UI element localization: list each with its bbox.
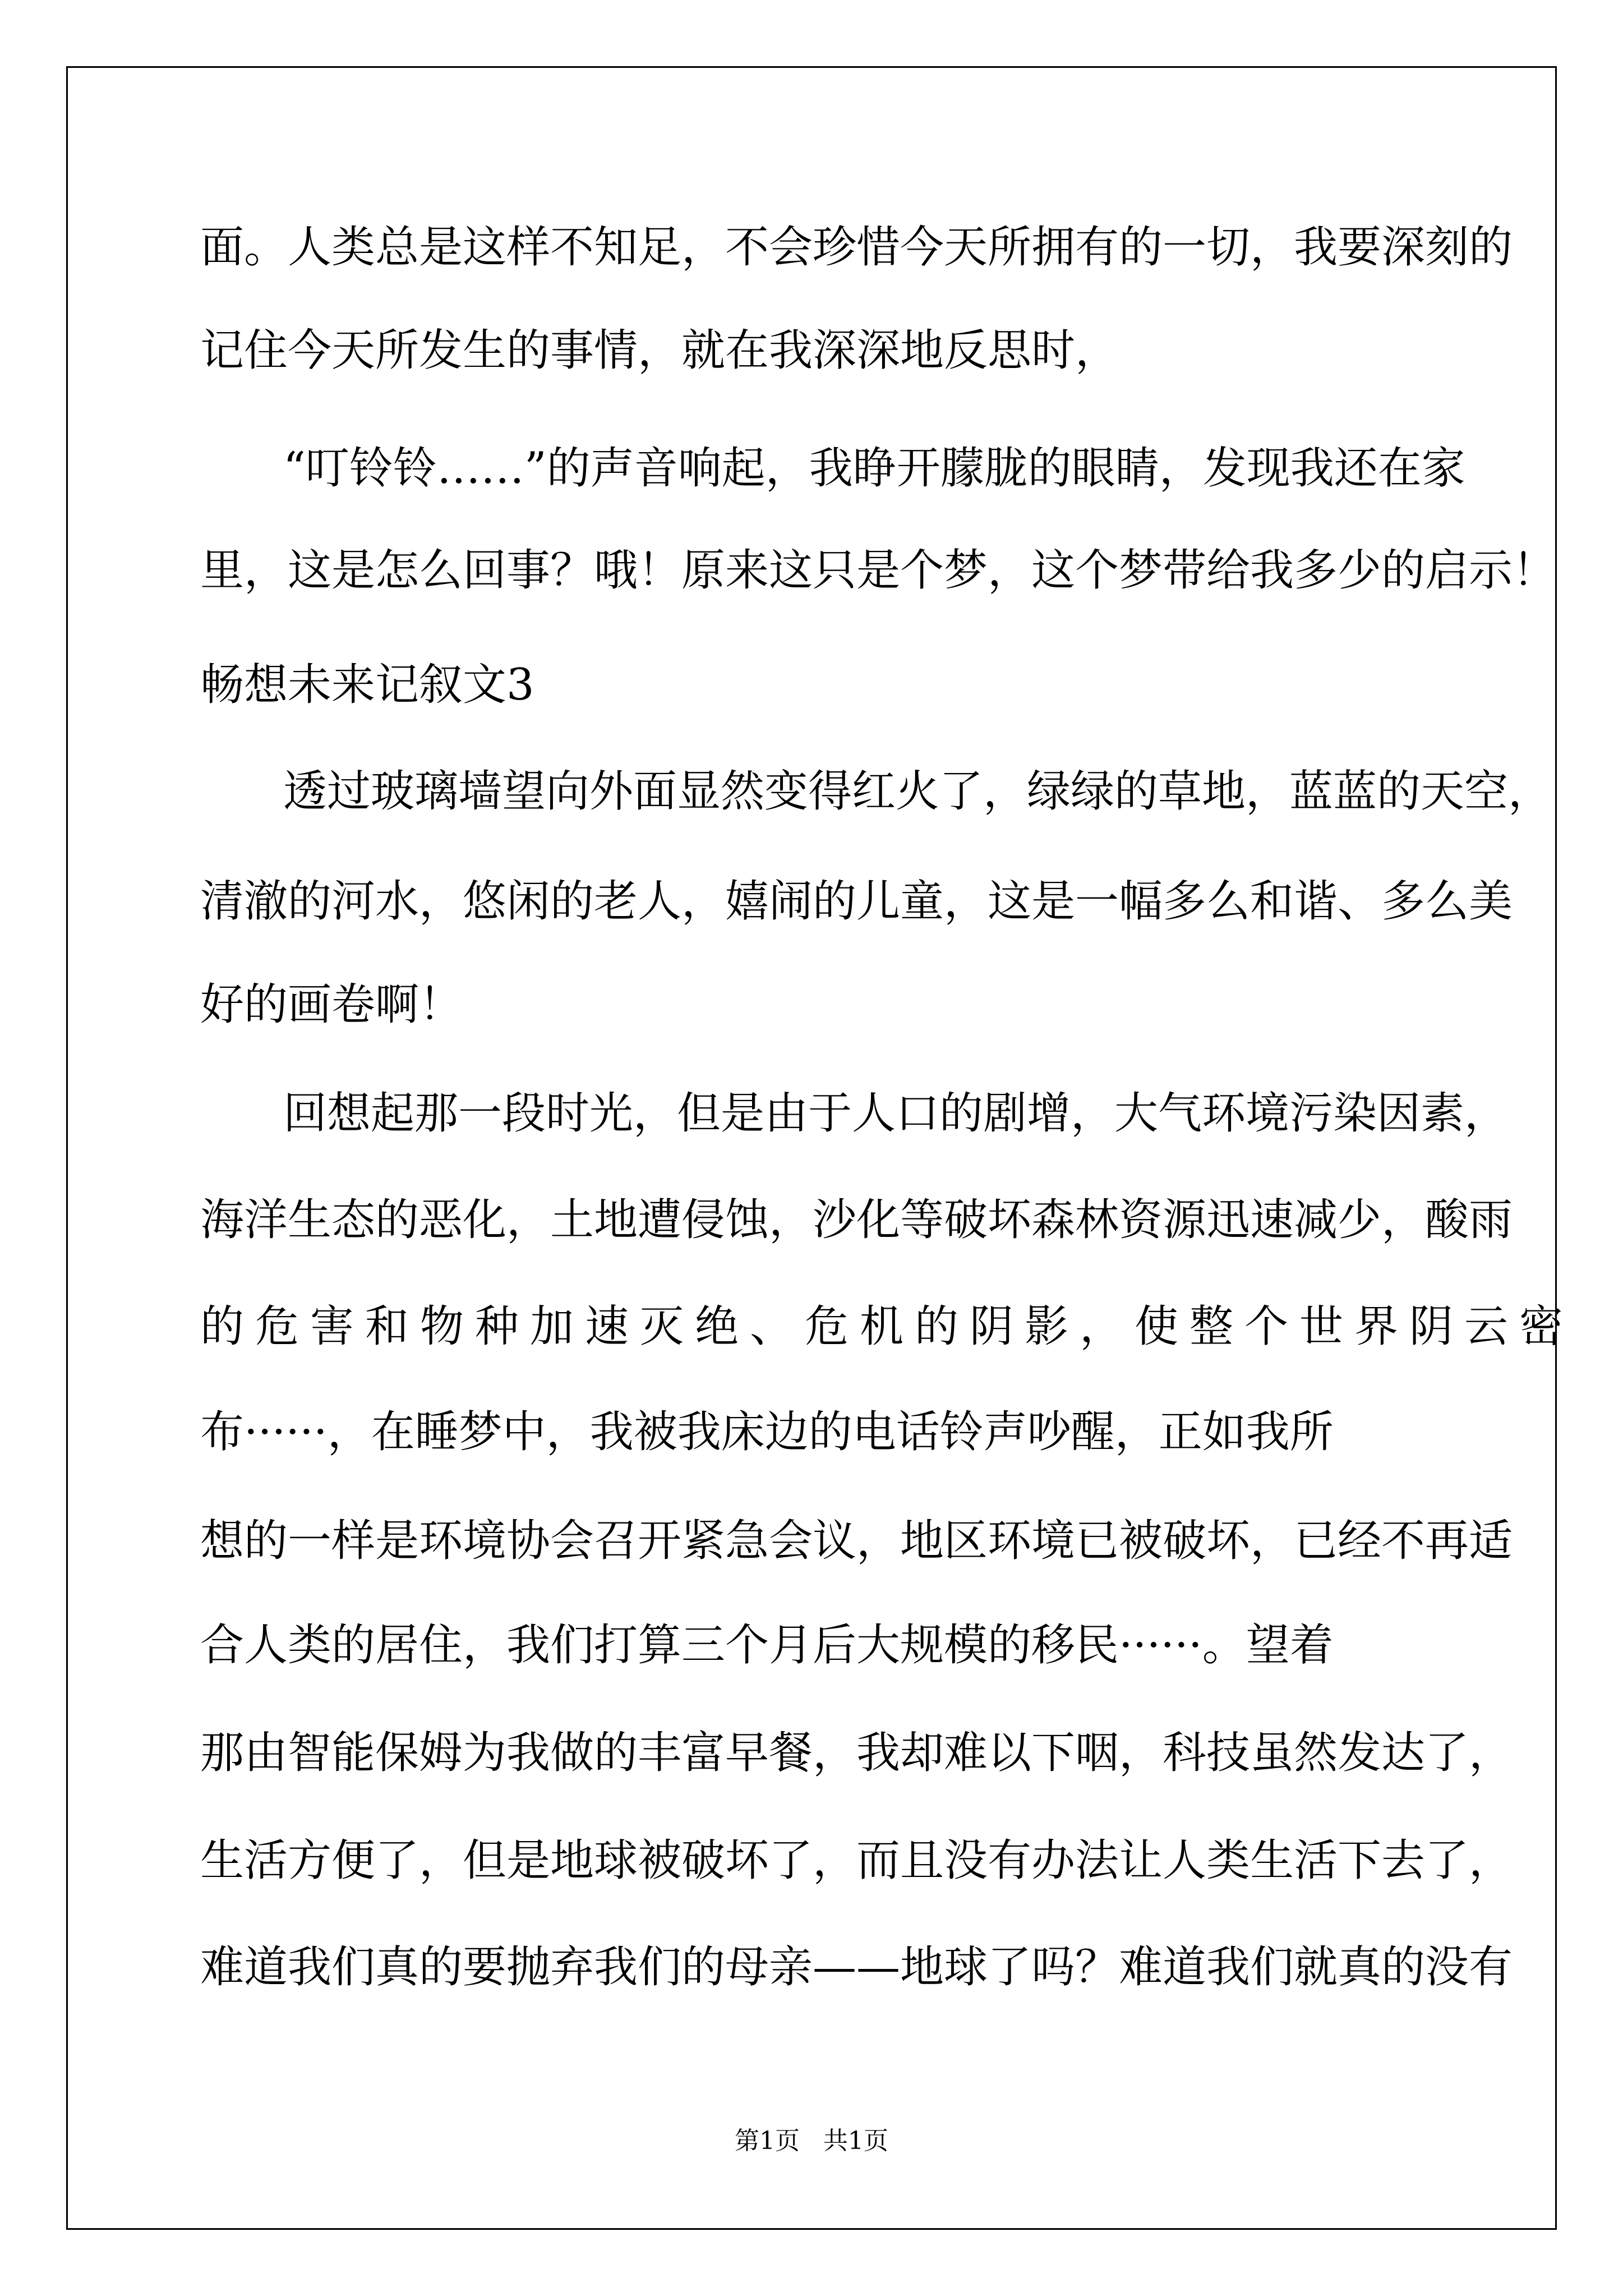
text-line: 生活方便了，但是地球被破坏了，而且没有办法让人类生活下去了， (200, 1835, 1513, 1886)
text-line: 记住今天所发生的事情，就在我深深地反思时， (200, 325, 1119, 376)
text-line: “叮铃铃……”的声音响起，我睁开朦胧的眼睛，发现我还在家 (283, 443, 1465, 494)
section-title: 畅想未来记叙文3 (200, 660, 534, 710)
text-line: 透过玻璃墙望向外面显然变得红火了，绿绿的草地，蓝蓝的天空， (283, 766, 1552, 817)
page-number-footer: 第1页 共1页 (735, 2127, 888, 2155)
text-line: 海洋生态的恶化，土地遭侵蚀，沙化等破坏森林资源迅速减少，酸雨 (200, 1195, 1513, 1245)
text-line: 想的一样是环境协会召开紧急会议，地区环境已被破坏，已经不再适 (200, 1516, 1513, 1566)
text-line: 布······，在睡梦中，我被我床边的电话铃声吵醒，正如我所 (200, 1407, 1334, 1457)
text-line: 的危害和物种加速灭绝、危机的阴影，使整个世界阴云密 (200, 1301, 1575, 1352)
page-border (66, 66, 1575, 2230)
text-line: 回想起那一段时光，但是由于人口的剧增，大气环境污染因素， (283, 1088, 1509, 1139)
text-line: 面。人类总是这样不知足，不会珍惜今天所拥有的一切，我要深刻的 (200, 222, 1513, 273)
text-line: 清澈的河水，悠闲的老人，嬉闹的儿童，这是一幅多么和谐、多么美 (200, 876, 1513, 927)
text-line: 难道我们真的要抛弃我们的母亲——地球了吗？难道我们就真的没有 (200, 1942, 1513, 1993)
text-line: 里，这是怎么回事？哦！原来这只是个梦，这个梦带给我多少的启示！ (200, 545, 1557, 596)
text-line: 那由智能保姆为我做的丰富早餐，我却难以下咽，科技虽然发达了， (200, 1728, 1513, 1778)
text-line: 好的画卷啊！ (200, 979, 463, 1030)
text-line: 合人类的居住，我们打算三个月后大规模的移民······。望着 (200, 1620, 1334, 1671)
